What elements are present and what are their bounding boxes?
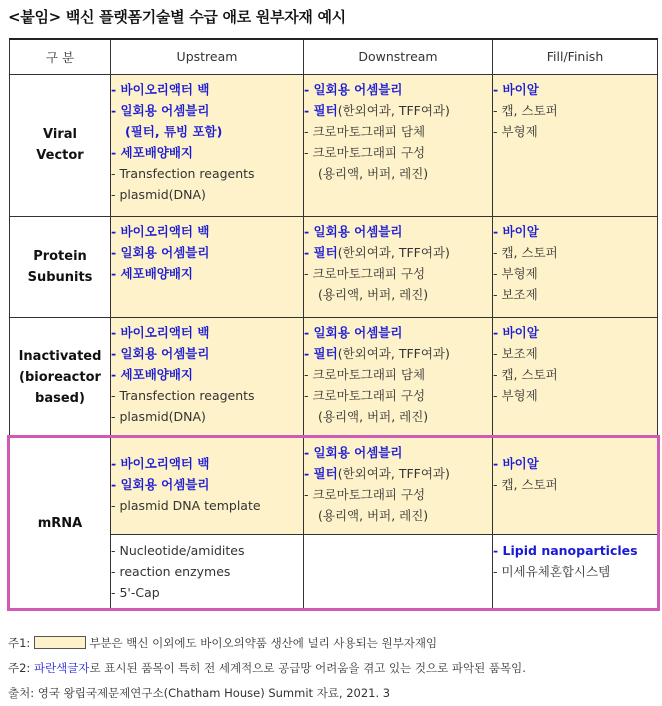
list-item: [111, 561, 303, 582]
upstream-cell: [111, 437, 304, 534]
list-item: [304, 385, 492, 406]
downstream-cell: [304, 437, 493, 534]
note-1-text: 부분은 백신 이외에도 바이오의약품 생산에 널리 사용되는 원부자재임: [89, 636, 438, 650]
list-item: [111, 100, 303, 121]
list-item: [304, 343, 492, 364]
list-item: [493, 540, 657, 561]
item-list: [493, 322, 657, 406]
list-item-text: - 보조제: [493, 345, 538, 361]
note-1-prefix: 주1:: [8, 636, 31, 650]
list-item-text: - 세포배양배지: [111, 265, 193, 281]
list-item: [304, 505, 492, 526]
list-item-text: - 바이알: [493, 324, 539, 340]
table-row: [10, 74, 658, 216]
upstream-cell: [111, 534, 304, 610]
list-item-text: - 일회용 어셈블리: [111, 476, 210, 492]
list-item: [111, 406, 303, 427]
list-item-text: - 바이알: [493, 81, 539, 97]
source-note: 출처: 영국 왕립국제문제연구소(Chatham House) Summit 자료, 2021. 3: [8, 686, 391, 700]
materials-table: [9, 38, 658, 611]
header-fill-finish: [493, 39, 658, 74]
row-label-line: based): [35, 390, 85, 406]
list-item: [111, 263, 303, 284]
row-label-line: Viral: [43, 127, 77, 142]
list-item-text: - reaction enzymes: [111, 563, 231, 579]
list-item-text: - plasmid DNA template: [111, 497, 261, 513]
upstream-cell: [111, 317, 304, 437]
row-label-line: (bioreactor: [19, 369, 101, 385]
list-item-text: (용리액, 버퍼, 레진): [318, 286, 429, 302]
list-item: [304, 406, 492, 427]
note-2-prefix: 주2:: [8, 661, 31, 675]
row-label-line: Inactivated: [18, 348, 102, 364]
list-item-text: - 캡, 스토퍼: [493, 366, 558, 382]
list-item: [111, 385, 303, 406]
list-item-suffix: (한외여과, TFF여과): [337, 345, 450, 361]
footnotes: [8, 631, 526, 706]
list-item-suffix: (한외여과, TFF여과): [337, 244, 450, 260]
list-item: [111, 242, 303, 263]
list-item-text: - 바이알: [493, 223, 539, 239]
item-list: [493, 540, 657, 582]
list-item-text: (필터, 튜빙 포함): [125, 123, 223, 139]
fill-finish-cell: [493, 534, 658, 610]
header-downstream: [304, 39, 493, 74]
list-item: [111, 453, 303, 474]
list-item-text: - 바이오리액터 백: [111, 223, 210, 239]
header-upstream-label: Upstream: [176, 49, 238, 65]
list-item-text: - 일회용 어셈블리: [304, 81, 403, 97]
item-list: [493, 79, 657, 142]
header-category: [10, 39, 111, 74]
list-item: [493, 263, 657, 284]
list-item-text: - 5'-Cap: [111, 584, 160, 600]
list-item: [111, 364, 303, 385]
list-item-text: - plasmid(DNA): [111, 186, 206, 202]
row-label-line: Vector: [36, 148, 84, 163]
list-item-suffix: (한외여과, TFF여과): [337, 102, 450, 118]
list-item-text: - plasmid(DNA): [111, 408, 206, 424]
row-label-line: Subunits: [27, 269, 93, 285]
list-item: [111, 184, 303, 205]
row-category-label: [10, 216, 111, 317]
list-item-text: - 보조제: [493, 286, 538, 302]
note-1: [8, 631, 526, 656]
note-2-blue-text: 파란색글자: [33, 661, 90, 675]
list-item: [111, 474, 303, 495]
item-list: [493, 453, 657, 495]
item-list: [111, 322, 303, 427]
table-row: [10, 437, 658, 534]
list-item: [493, 121, 657, 142]
item-list: [111, 453, 303, 516]
highlight-swatch: [34, 636, 86, 649]
list-item: [111, 495, 303, 516]
list-item-text: - 일회용 어셈블리: [111, 244, 210, 260]
list-item: [493, 385, 657, 406]
list-item: [111, 540, 303, 561]
list-item-text: - 크로마토그래피 구성: [304, 265, 426, 281]
list-item-text: - 크로마토그래피 구성: [304, 144, 426, 160]
list-item: [493, 322, 657, 343]
fill-finish-cell: [493, 216, 658, 317]
list-item: [493, 100, 657, 121]
list-item-text: - 필터: [304, 244, 338, 260]
list-item-text: - 바이오리액터 백: [111, 81, 210, 97]
list-item: [111, 582, 303, 603]
downstream-cell: [304, 534, 493, 610]
list-item: [304, 463, 492, 484]
list-item: [304, 79, 492, 100]
list-item-text: - 캡, 스토퍼: [493, 476, 558, 492]
list-item-text: - 필터: [304, 102, 338, 118]
list-item-text: - Lipid nanoparticles: [493, 542, 638, 558]
downstream-cell: [304, 74, 493, 216]
list-item: [493, 343, 657, 364]
table-header-row: [10, 39, 658, 74]
list-item-text: - Transfection reagents: [111, 387, 255, 403]
item-list: [111, 79, 303, 205]
list-item-text: - 세포배양배지: [111, 366, 193, 382]
note-2: [8, 656, 526, 681]
list-item-text: - 크로마토그래피 담체: [304, 123, 426, 139]
list-item: [304, 163, 492, 184]
item-list: [304, 79, 492, 184]
downstream-cell: [304, 216, 493, 317]
list-item-text: - 캡, 스토퍼: [493, 244, 558, 260]
list-item: [304, 121, 492, 142]
item-list: [111, 221, 303, 284]
table-row: [10, 317, 658, 437]
header-upstream: [111, 39, 304, 74]
list-item-text: - 부형제: [493, 265, 538, 281]
table-row: [10, 216, 658, 317]
fill-finish-cell: [493, 437, 658, 534]
upstream-cell: [111, 74, 304, 216]
note-2-text: 로 표시된 품목이 특히 전 세계적으로 공급망 어려움을 겪고 있는 것으로 파악된 품목임.: [89, 661, 526, 675]
header-fill-finish-label: Fill/Finish: [546, 49, 604, 65]
list-item: [493, 242, 657, 263]
list-item-text: - 바이오리액터 백: [111, 324, 210, 340]
list-item: [304, 364, 492, 385]
list-item: [493, 474, 657, 495]
list-item: [304, 242, 492, 263]
list-item: [111, 322, 303, 343]
list-item: [304, 442, 492, 463]
list-item-text: - Transfection reagents: [111, 165, 255, 181]
list-item: [111, 142, 303, 163]
list-item-text: - 미세유체혼합시스템: [493, 563, 611, 579]
list-item-text: - 필터: [304, 345, 338, 361]
row-category-label: [10, 317, 111, 437]
list-item-text: - 바이오리액터 백: [111, 455, 210, 471]
list-item-text: - 캡, 스토퍼: [493, 102, 558, 118]
list-item: [111, 163, 303, 184]
list-item: [304, 221, 492, 242]
list-item-text: - 크로마토그래피 구성: [304, 387, 426, 403]
item-list: [493, 221, 657, 305]
list-item-text: - 세포배양배지: [111, 144, 193, 160]
list-item-text: - 크로마토그래피 구성: [304, 486, 426, 502]
fill-finish-cell: [493, 317, 658, 437]
list-item-text: - 크로마토그래피 담체: [304, 366, 426, 382]
list-item: [304, 484, 492, 505]
row-category-label: [10, 74, 111, 216]
list-item-text: - 부형제: [493, 387, 538, 403]
row-label-line: mRNA: [37, 516, 83, 531]
item-list: [304, 442, 492, 526]
list-item-text: (용리액, 버퍼, 레진): [318, 165, 429, 181]
upstream-cell: [111, 216, 304, 317]
row-label-line: Protein: [33, 248, 87, 264]
list-item-text: - 일회용 어셈블리: [111, 102, 210, 118]
page-title: <붙임> 백신 플랫폼기술별 수급 애로 원부자재 예시: [8, 8, 346, 26]
list-item: [111, 121, 303, 142]
item-list: [111, 540, 303, 603]
list-item: [493, 79, 657, 100]
list-item: [493, 453, 657, 474]
list-item-text: - Nucleotide/amidites: [111, 542, 245, 558]
list-item: [304, 263, 492, 284]
list-item: [111, 79, 303, 100]
list-item: [304, 100, 492, 121]
list-item-text: - 일회용 어셈블리: [304, 223, 403, 239]
header-category-label: 구 분: [45, 49, 75, 65]
item-list: [304, 322, 492, 427]
list-item: [304, 142, 492, 163]
list-item-text: - 일회용 어셈블리: [304, 444, 403, 460]
downstream-cell: [304, 317, 493, 437]
item-list: [304, 221, 492, 305]
list-item-text: - 바이알: [493, 455, 539, 471]
fill-finish-cell: [493, 74, 658, 216]
header-downstream-label: Downstream: [358, 49, 438, 65]
list-item-text: - 일회용 어셈블리: [111, 345, 210, 361]
list-item: [111, 221, 303, 242]
list-item: [493, 561, 657, 582]
list-item: [304, 322, 492, 343]
list-item-text: (용리액, 버퍼, 레진): [318, 507, 429, 523]
list-item-suffix: (한외여과, TFF여과): [337, 465, 450, 481]
list-item: [493, 221, 657, 242]
list-item: [111, 343, 303, 364]
list-item: [493, 284, 657, 305]
row-category-label: [10, 437, 111, 610]
list-item-text: - 부형제: [493, 123, 538, 139]
list-item: [304, 284, 492, 305]
list-item-text: (용리액, 버퍼, 레진): [318, 408, 429, 424]
list-item-text: - 필터: [304, 465, 338, 481]
list-item: [493, 364, 657, 385]
list-item-text: - 일회용 어셈블리: [304, 324, 403, 340]
